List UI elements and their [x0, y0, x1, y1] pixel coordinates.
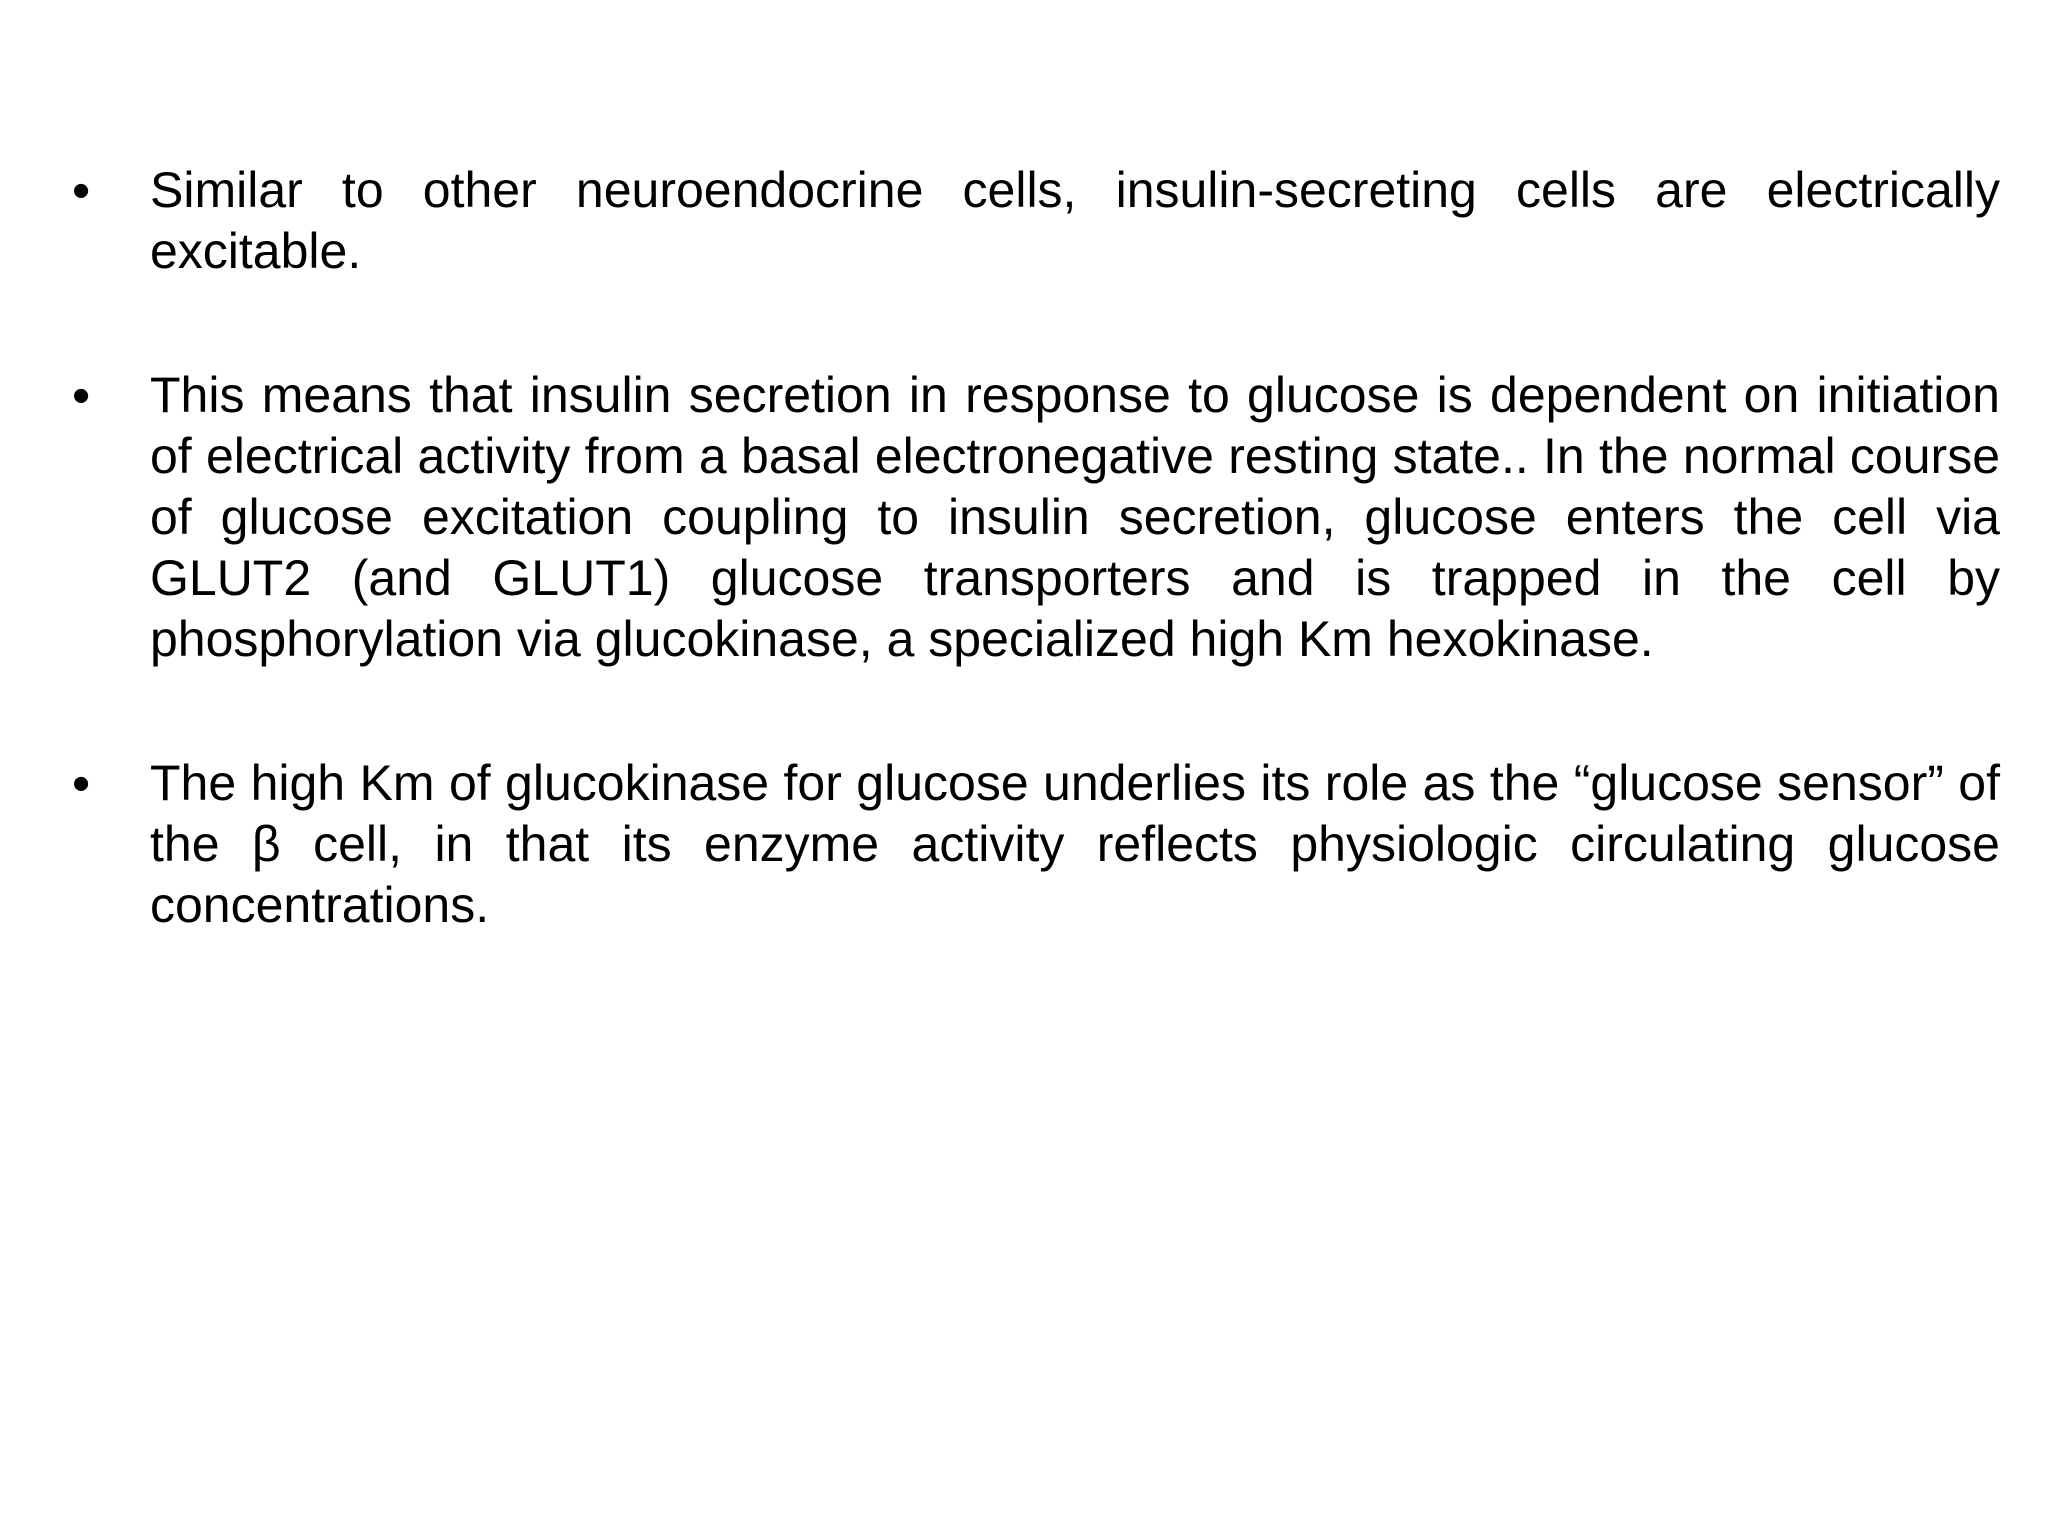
bullet-item-1	[72, 160, 2000, 282]
bullet-item-2	[72, 365, 2000, 670]
bullet-icon: •	[72, 755, 91, 813]
bullet-text: Similar to other neuroendocrine cells, insulin-secreting cells are electrically excitable.	[150, 162, 2000, 279]
bullet-list	[72, 160, 2000, 1019]
bullet-text: This means that insulin secretion in response to glucose is dependent on initiation of electrical activity from a basal electronegative resting state.. In the normal course of glucose excitation coupling to insulin secretion, glucose enters the cell via GLUT2 (and GLUT1) glucose transporters and is trapped in the cell by phosphorylation via glucokinase, a specialized high Km hexokinase.	[150, 367, 2000, 667]
bullet-text: The high Km of glucokinase for glucose underlies its role as the “glucose sensor” of the β cell, in that its enzyme activity reflects physiologic circulating glucose concentrations.	[150, 755, 2000, 933]
bullet-item-3	[72, 753, 2000, 936]
bullet-icon: •	[72, 162, 91, 220]
bullet-icon: •	[72, 367, 91, 425]
